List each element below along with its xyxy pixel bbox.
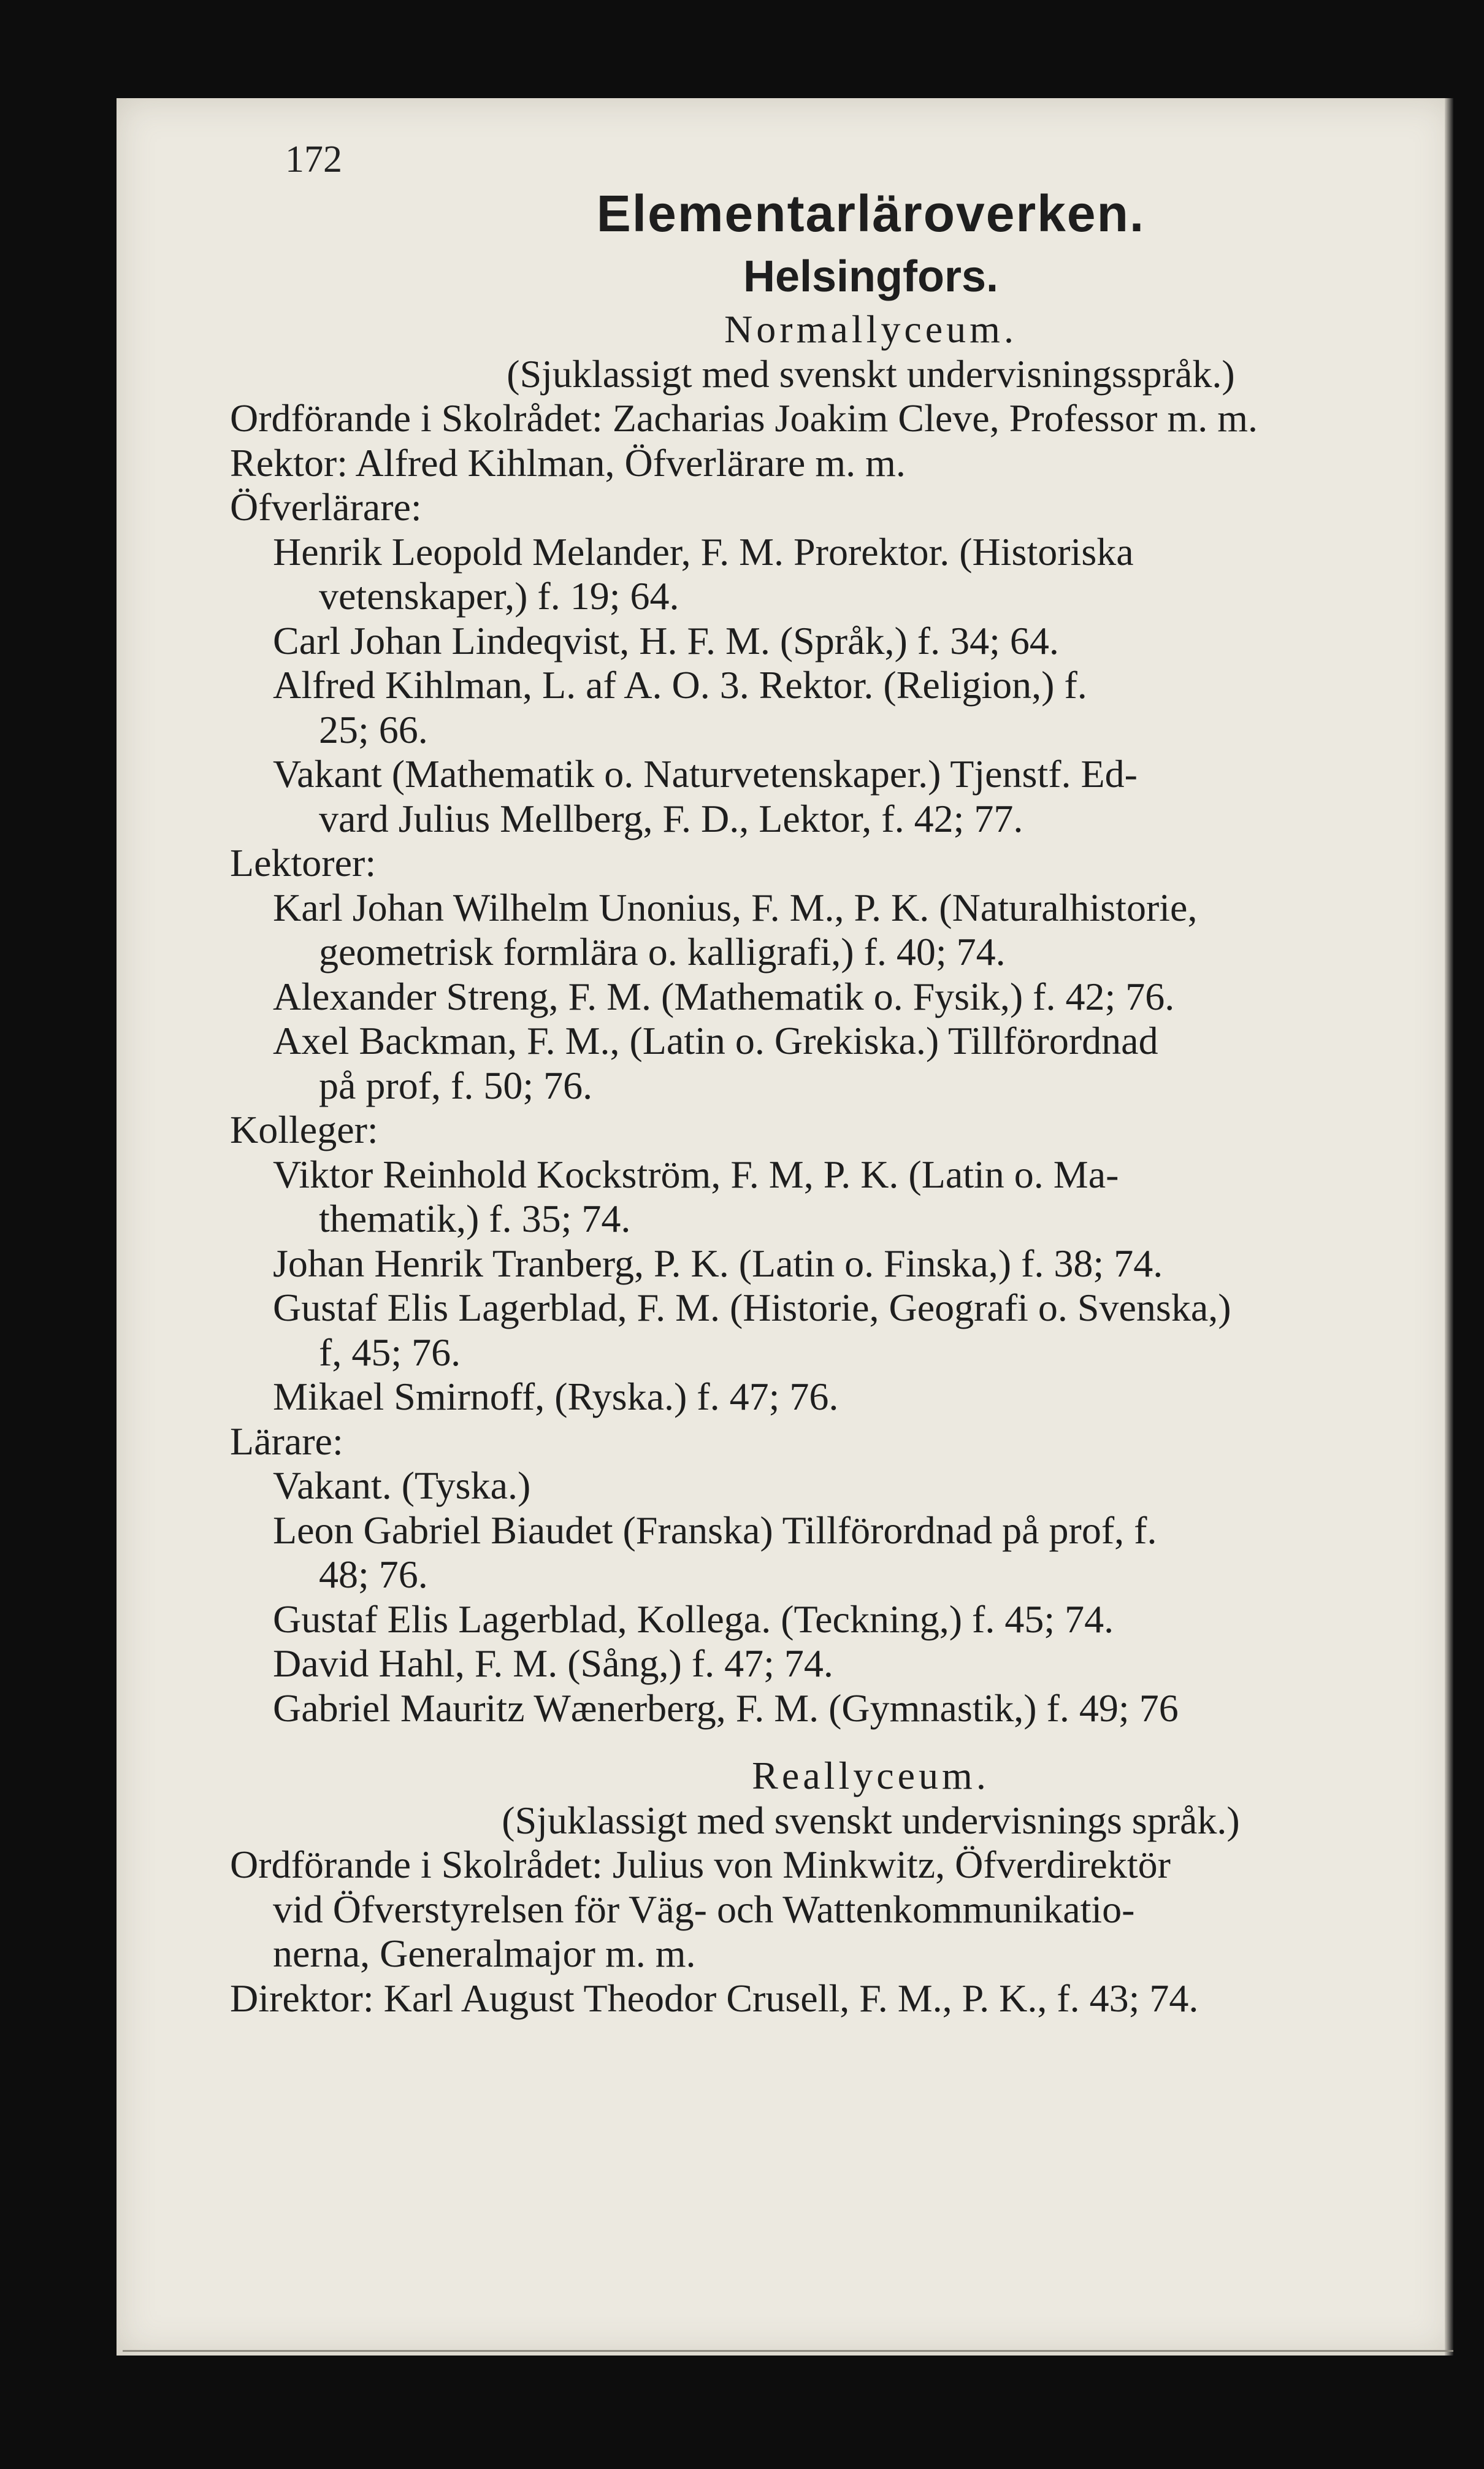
entry-line: vard Julius Mellberg, F. D., Lektor, f. 42; 77. [319, 796, 1023, 840]
reallyceum-ordforande-line-2: vid Öfverstyrelsen för Väg- och Wattenkommunikatio- [273, 1887, 1135, 1931]
entry-line: Leon Gabriel Biaudet (Franska) Tillförordnad på prof, f. [273, 1508, 1157, 1552]
city-heading: Helsingfors. [743, 252, 999, 301]
kolleger-label: Kolleger: [230, 1108, 378, 1151]
entry-line: Axel Backman, F. M., (Latin o. Grekiska.) Tillförordnad [273, 1019, 1158, 1062]
entry-line: 48; 76. [319, 1553, 428, 1596]
kolleger-list [230, 1153, 1444, 1419]
entry-line: Viktor Reinhold Kockström, F. M, P. K. (Latin o. Ma- [273, 1152, 1119, 1196]
lektorer-label: Lektorer: [230, 841, 377, 885]
entry-line: vetenskaper,) f. 19; 64. [319, 574, 679, 618]
entry-line: f, 45; 76. [319, 1330, 461, 1374]
reallyceum-ordforande-line-1: Ordförande i Skolrådet: Julius von Minkwitz, Öfverdirektör [230, 1843, 1171, 1886]
reallyceum-direktor: Direktor: Karl August Theodor Crusell, F. M., P. K., f. 43; 74. [230, 1976, 1199, 2020]
ofverlarare-label: Öfverlärare: [230, 485, 422, 529]
entry-line: Carl Johan Lindeqvist, H. F. M. (Språk,) f. 34; 64. [273, 618, 1059, 662]
entry-line: Vakant. (Tyska.) [273, 1464, 531, 1507]
normallyceum-heading: Normallyceum. [724, 307, 1017, 351]
entry-line: 25; 66. [319, 707, 428, 751]
entry-line: Alexander Streng, F. M. (Mathematik o. Fysik,) f. 42; 76. [273, 974, 1175, 1018]
entry-line: David Hahl, F. M. (Sång,) f. 47; 74. [273, 1642, 833, 1685]
entry-line: Gustaf Elis Lagerblad, F. M. (Historie, Geografi o. Svenska,) [273, 1286, 1231, 1329]
entry-line: thematik,) f. 35; 74. [319, 1197, 631, 1240]
reallyceum-heading: Reallyceum. [752, 1754, 990, 1797]
larare-label: Lärare: [230, 1419, 343, 1463]
entry-line: geometrisk formlära o. kalligrafi,) f. 40; 74. [319, 930, 1006, 973]
page-title: Elementarläroverken. [596, 185, 1146, 242]
page-number: 172 [285, 139, 342, 180]
reallyceum-subheading: (Sjuklassigt med svenskt undervisnings språk.) [502, 1798, 1240, 1842]
ofverlarare-list [230, 530, 1444, 842]
entry-line: Johan Henrik Tranberg, P. K. (Latin o. Finska,) f. 38; 74. [273, 1241, 1163, 1285]
entry-line: Gustaf Elis Lagerblad, Kollega. (Teckning,) f. 45; 74. [273, 1597, 1114, 1641]
book-page [117, 98, 1453, 2356]
entry-line: Karl Johan Wilhelm Unonius, F. M., P. K. (Naturalhistorie, [273, 885, 1198, 929]
entry-line: Henrik Leopold Melander, F. M. Prorektor. (Historiska [273, 529, 1134, 574]
entry-line: Alfred Kihlman, L. af A. O. 3. Rektor. (Religion,) f. [273, 663, 1087, 707]
reallyceum-ordforande-line-3: nerna, Generalmajor m. m. [273, 1932, 696, 1975]
entry-line: på prof, f. 50; 76. [319, 1063, 593, 1107]
entry-line: Gabriel Mauritz Wænerberg, F. M. (Gymnastik,) f. 49; 76 [273, 1686, 1179, 1730]
larare-list [230, 1464, 1444, 1730]
normallyceum-subheading: (Sjuklassigt med svenskt undervisningsspråk.) [507, 351, 1235, 396]
entry-line: Mikael Smirnoff, (Ryska.) f. 47; 76. [273, 1375, 839, 1418]
normallyceum-ordforande: Ordförande i Skolrådet: Zacharias Joakim Cleve, Professor m. m. [230, 396, 1258, 440]
lektorer-list [230, 886, 1444, 1108]
page-spine-edge [1445, 98, 1453, 2356]
normallyceum-rektor: Rektor: Alfred Kihlman, Öfverlärare m. m. [230, 440, 906, 485]
entry-line: Vakant (Mathematik o. Naturvetenskaper.) Tjenstf. Ed- [273, 752, 1138, 796]
page-text [230, 141, 1444, 2021]
